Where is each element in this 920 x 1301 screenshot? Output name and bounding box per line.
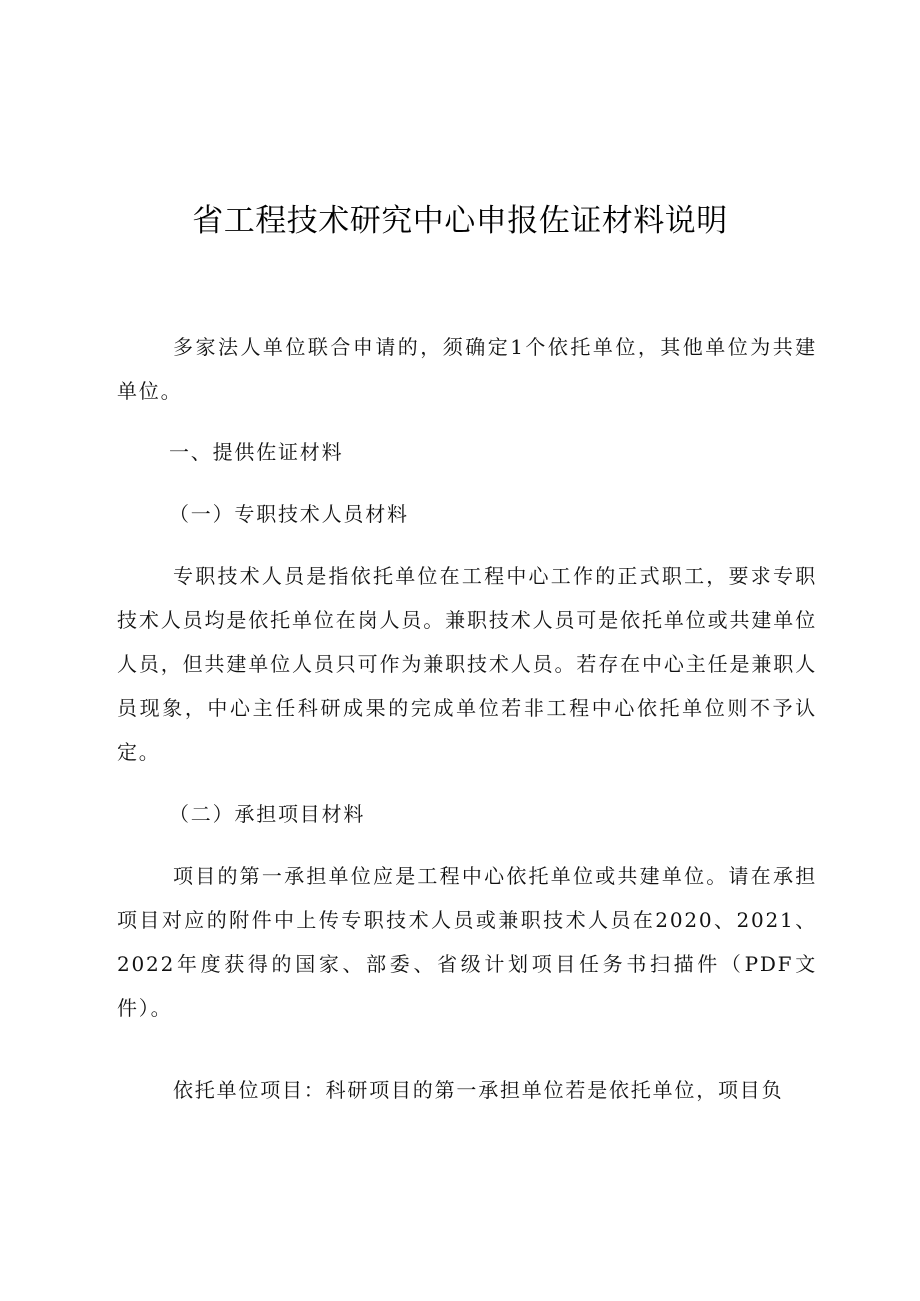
projects-paragraph: 项目的第一承担单位应是工程中心依托单位或共建单位。请在承担项目对应的附件中上传专职技术人员或兼职技术人员在2020、2021、2022年度获得的国家、部委、省级计划项目任务书扫描件（PDF文件）。 bbox=[117, 864, 817, 1020]
host-projects-paragraph: 依托单位项目：科研项目的第一承担单位若是依托单位，项目负 bbox=[173, 1078, 784, 1102]
subsection-heading-1: （一）专职技术人员材料 bbox=[169, 502, 409, 526]
staff-paragraph: 专职技术人员是指依托单位在工程中心工作的正式职工，要求专职技术人员均是依托单位在岗人员。兼职技术人员可是依托单位或共建单位人员，但共建单位人员只可作为兼职技术人员。若存在中心主任是兼职人员现象，中心主任科研成果的完成单位若非工程中心依托单位则不予认定。 bbox=[117, 564, 817, 764]
intro-paragraph: 多家法人单位联合申请的，须确定1个依托单位，其他单位为共建单位。 bbox=[117, 335, 817, 403]
document-body bbox=[117, 325, 817, 1112]
subsection-heading-2: （二）承担项目材料 bbox=[169, 802, 366, 826]
document-title: 省工程技术研究中心申报佐证材料说明 bbox=[192, 203, 728, 239]
section-heading-1: 一、提供佐证材料 bbox=[169, 440, 344, 464]
